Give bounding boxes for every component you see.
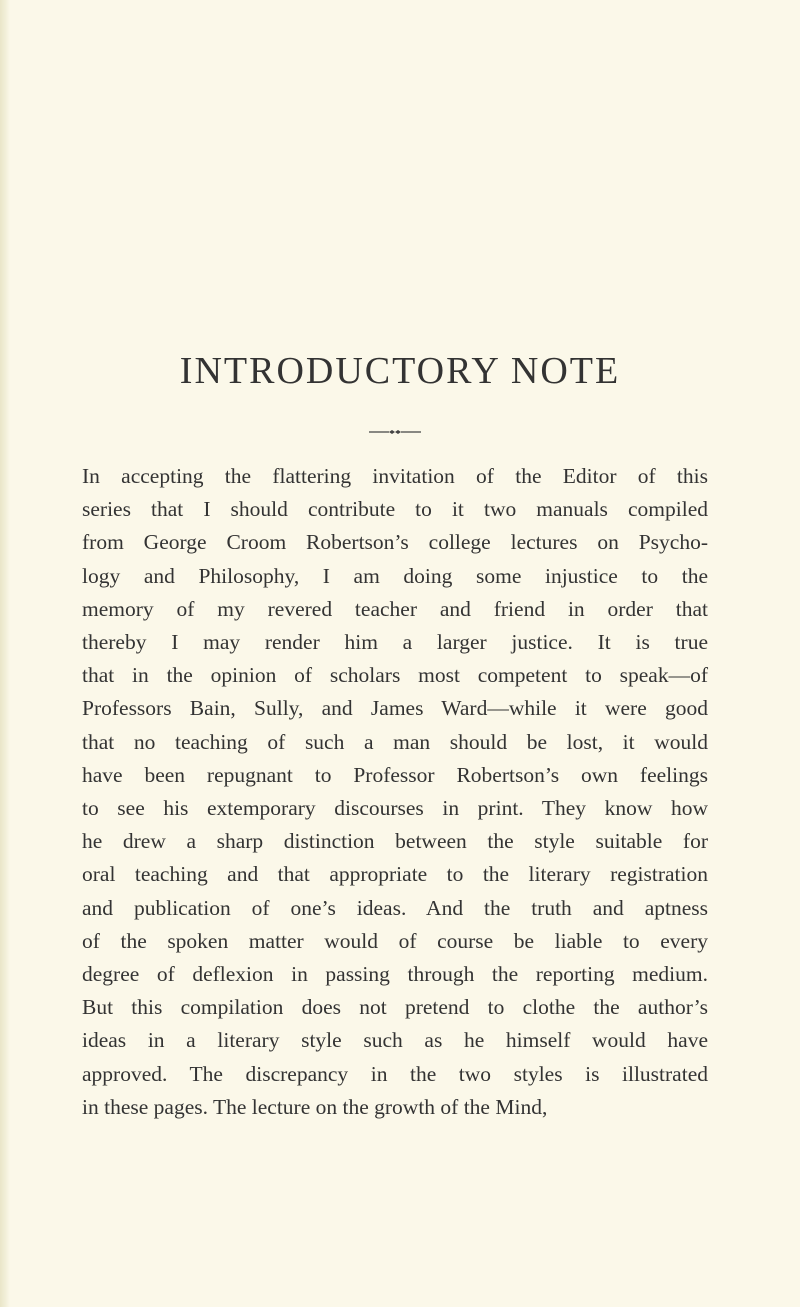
- paragraph-line: In accepting the flattering invitation of the Editor of this: [82, 464, 708, 488]
- paragraph-line: series that I should contribute to it two manuals compiled: [82, 497, 708, 522]
- paragraph-line: of the spoken matter would of course be liable to every: [82, 928, 708, 953]
- paragraph-line: he drew a sharp distinction between the style suitable for: [82, 829, 708, 854]
- paragraph-line: memory of my revered teacher and friend in order that: [82, 596, 708, 621]
- paragraph-line: But this compilation does not pretend to clothe the author’s: [82, 995, 708, 1020]
- page-edge-shadow: [0, 0, 10, 1307]
- paragraph-line: have been repugnant to Professor Robertson’s own feelings: [82, 762, 708, 787]
- paragraph-line: in these pages. The lecture on the growth of the Mind,: [82, 1094, 548, 1119]
- double-dash-ornament-icon: [369, 430, 421, 434]
- paragraph-line: Professors Bain, Sully, and James Ward—while it were good: [82, 696, 708, 721]
- paragraph-line: thereby I may render him a larger justice. It is true: [82, 630, 708, 655]
- paragraph-line: that no teaching of such a man should be lost, it would: [82, 729, 708, 754]
- paragraph-line: that in the opinion of scholars most competent to speak—of: [82, 663, 708, 688]
- paragraph-line: ideas in a literary style such as he himself would have: [82, 1028, 708, 1053]
- paragraph-line: approved. The discrepancy in the two styles is illustrated: [82, 1061, 708, 1086]
- paragraph-line: and publication of one’s ideas. And the truth and aptness: [82, 895, 708, 920]
- paragraph-line: degree of deflexion in passing through the reporting medium.: [82, 962, 708, 987]
- paragraph-line: logy and Philosophy, I am doing some injustice to the: [82, 563, 708, 588]
- page-title: INTRODUCTORY NOTE: [179, 350, 621, 392]
- paragraph-line: to see his extemporary discourses in print. They know how: [82, 796, 708, 821]
- paragraph-line: from George Croom Robertson’s college lectures on Psycho-: [82, 530, 708, 555]
- body-paragraph: [82, 460, 708, 1124]
- paragraph-line: oral teaching and that appropriate to the literary registration: [82, 862, 708, 887]
